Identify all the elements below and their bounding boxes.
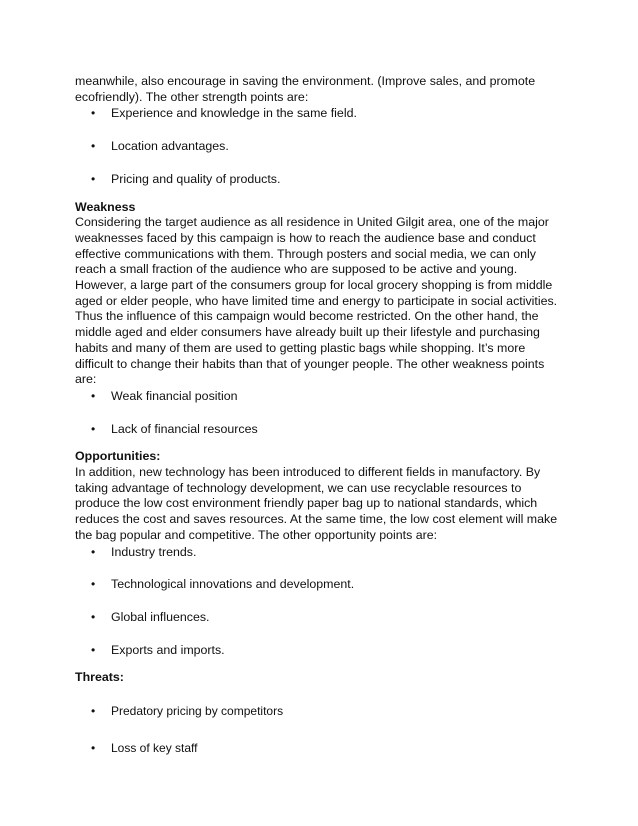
paragraph-line: difficult to change their habits than that of younger people. The other weakness points [75, 356, 545, 371]
list-item: • Pricing and quality of products. [91, 171, 281, 186]
paragraph-line: are: [75, 372, 97, 387]
list-item: • Loss of key staff [91, 740, 198, 755]
paragraph-line: reduces the cost and saves resources. At the same time, the low cost element will make [75, 512, 558, 527]
paragraph-line: Thus the influence of this campaign would become restricted. On the other hand, the [75, 309, 539, 324]
intro-line-1: meanwhile, also encourage in saving the environment. (Improve sales, and promote [75, 74, 536, 88]
bullet-icon: • [91, 642, 96, 657]
paragraph-line: reach a small fraction of the audience who are supposed to be active and young. [75, 262, 518, 277]
opportunities-list [75, 545, 575, 659]
bullet-icon: • [91, 704, 96, 719]
paragraph-line: middle aged and elder consumers have already built up their lifestyle and purchasing [75, 325, 540, 340]
paragraph-line: Considering the target audience as all residence in United Gilgit area, one of the major [75, 215, 549, 230]
list-item: • Predatory pricing by competitors [91, 704, 284, 719]
threats-list [75, 704, 575, 756]
paragraph-line: produce the low cost environment friendly paper bag up to national standards, which [75, 496, 538, 511]
bullet-icon: • [91, 106, 96, 121]
list-item: • Experience and knowledge in the same field. [91, 106, 357, 121]
bullet-icon: • [91, 544, 96, 559]
paragraph-line: taking advantage of technology development, we can use recyclable resources to [75, 480, 522, 495]
bullet-icon: • [91, 421, 96, 436]
list-item: • Industry trends. [91, 544, 197, 559]
threats-heading: Threats: [75, 670, 124, 685]
list-item: • Weak financial position [91, 388, 238, 403]
list-item: • Location advantages. [91, 139, 229, 154]
list-item: • Lack of financial resources [91, 421, 258, 436]
paragraph-line: In addition, new technology has been introduced to different fields in manufactory. By [75, 465, 541, 480]
paragraph-line: However, a large part of the consumers group for local grocery shopping is from middle [75, 278, 553, 293]
list-item: • Global influences. [91, 609, 210, 624]
opportunities-heading: Opportunities: [75, 449, 161, 464]
paragraph-line: the bag popular and competitive. The other opportunity points are: [75, 527, 438, 542]
paragraph-line: habits and many of them are used to getting plastic bags while shopping. It’s more [75, 340, 526, 355]
bullet-icon: • [91, 139, 96, 154]
weakness-heading: Weakness [75, 199, 136, 214]
bullet-icon: • [91, 577, 96, 592]
document-page [75, 74, 575, 757]
list-item: • Exports and imports. [91, 642, 225, 657]
paragraph-line: weaknesses faced by this campaign is how to reach the audience base and conduct [75, 230, 536, 245]
paragraph-line: effective communications with them. Through posters and social media, we can only [75, 246, 536, 261]
bullet-icon: • [91, 171, 96, 186]
list-item: • Technological innovations and development. [91, 577, 355, 592]
strengths-list [75, 106, 575, 187]
intro-line-2: ecofriendly). The other strength points are: [75, 89, 309, 104]
bullet-icon: • [91, 609, 96, 624]
paragraph-line: aged or elder people, who have limited time and energy to participate in social activities. [75, 293, 558, 308]
bullet-icon: • [91, 740, 96, 755]
bullet-icon: • [91, 388, 96, 403]
weakness-list [75, 389, 575, 437]
